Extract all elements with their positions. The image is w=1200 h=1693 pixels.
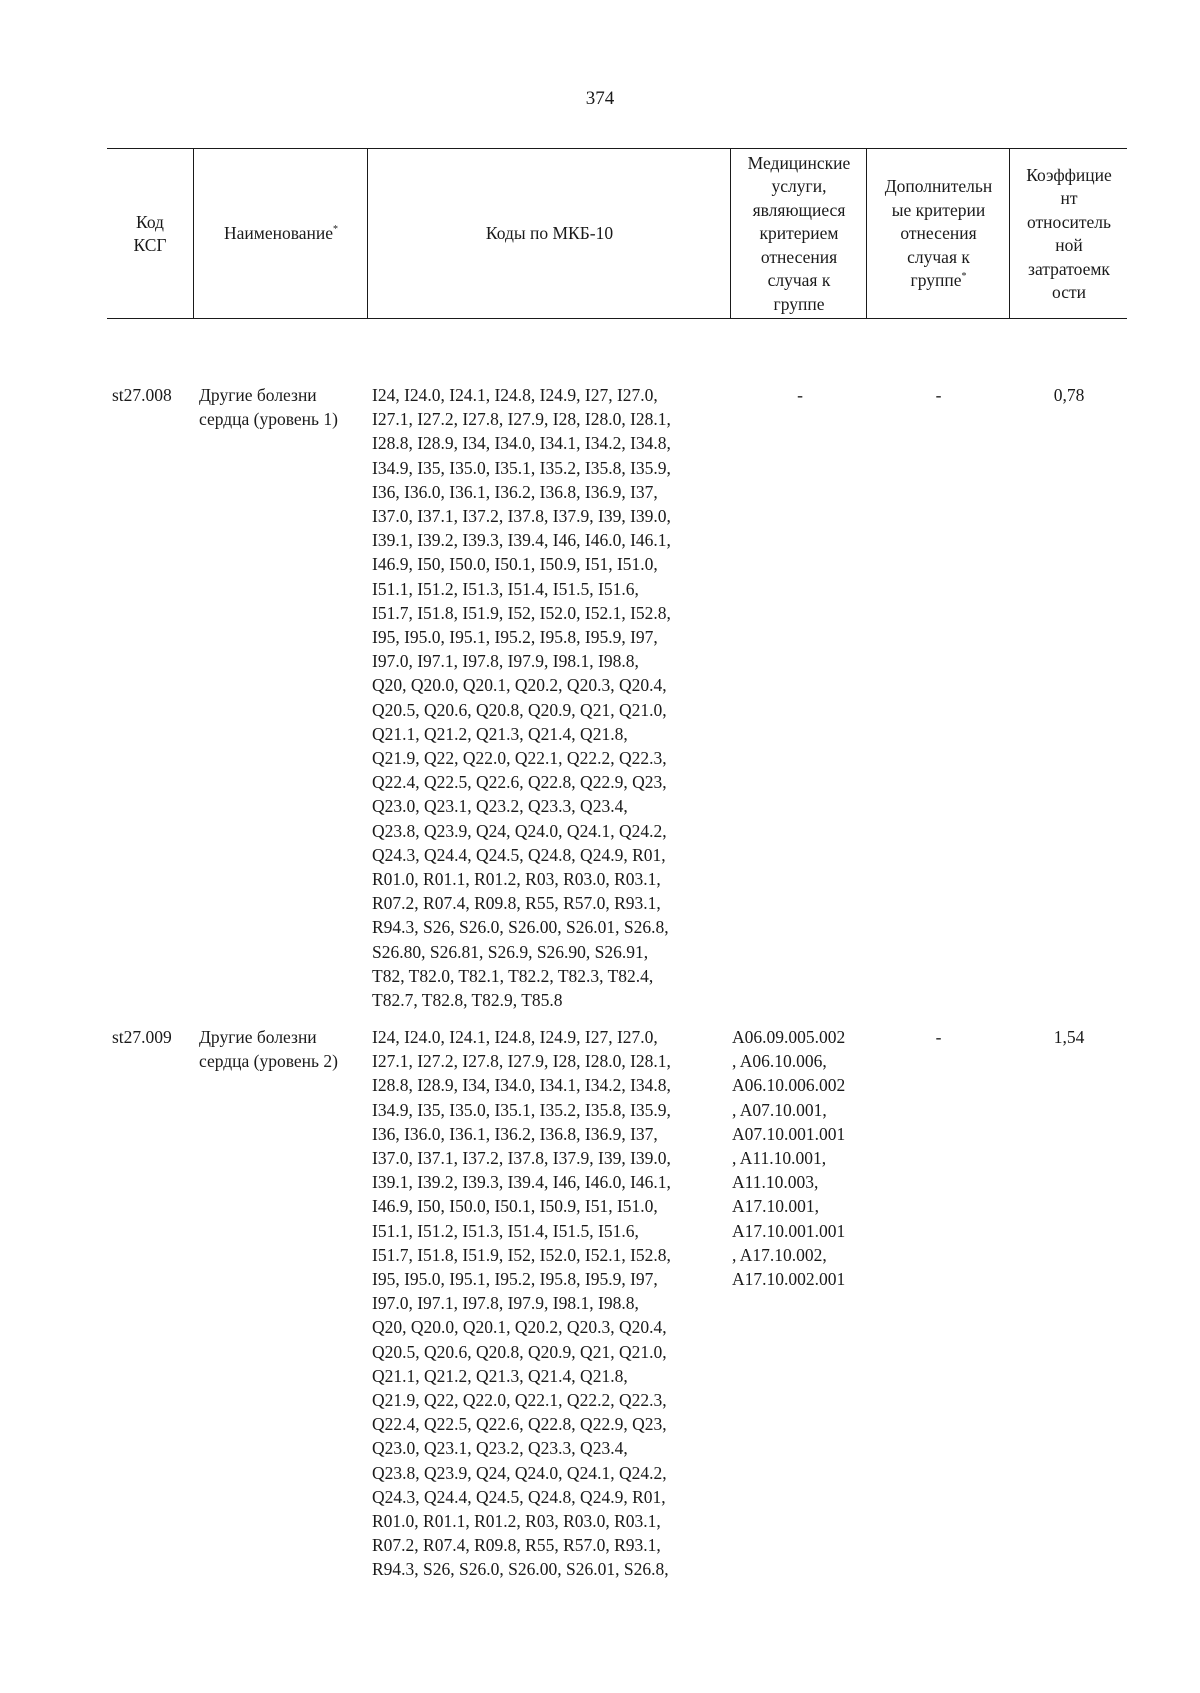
row2-criteria: - <box>935 1027 942 1047</box>
row1-coefficient: 0,78 <box>1053 385 1085 405</box>
header-services-text: Медицинские услуги, являющиеся критерием отнесения случая к группе <box>747 152 851 314</box>
row1-code: st27.008 <box>112 385 172 405</box>
header-criteria-label: Дополнительн ые критерии отнесения случая к группе <box>884 176 993 291</box>
row2-name: Другие болезни сердца (уровень 2) <box>199 1027 338 1072</box>
row1-icd-codes: I24, I24.0, I24.1, I24.8, I24.9, I27, I27.0, I27.1, I27.2, I27.8, I27.9, I28, I28.0, I28.1, I28.8, I28.9, I34, I34.0, I34.1, I34.2, I34.8, I34.9, I35, I35.0, I35.1, I35.2, I35.8, I35.9, I36, I36.0, I36.1, I36.2, I36.8, I36.9, I37, I37.0, I37.1, I37.2, I37.8, I37.9, I39, I39.0, I39.1, I39.2, I39.3, I39.4, I46, I46.0, I46.1, I46.9, I50, I50.0, I50.1, I50.9, I51, I51.0, I51.1, I51.2, I51.3, I51.4, I51.5, I51.6, I51.7, I51.8, I51.9, I52, I52.0, I52.1, I52.8, I95, I95.0, I95.1, I95.2, I95.8, I95.9, I97, I97.0, I97.1, I97.8, I97.9, I98.1, I98.8, Q20, Q20.0, Q20.1, Q20.2, Q20.3, Q20.4, Q20.5, Q20.6, Q20.8, Q20.9, Q21, Q21.0, Q21.1, Q21.2, Q21.3, Q21.4, Q21.8, Q21.9, Q22, Q22.0, Q22.1, Q22.2, Q22.3, Q22.4, Q22.5, Q22.6, Q22.8, Q22.9, Q23, Q23.0, Q23.1, Q23.2, Q23.3, Q23.4, Q23.8, Q23.9, Q24, Q24.0, Q24.1, Q24.2, Q24.3, Q24.4, Q24.5, Q24.8, Q24.9, R01, R01.0, R01.1, R01.2, R03, R03.0, R03.1, R07.2, R07.4, R09.8, R55, R57.0, R93.1, R94.3, S26, S26.0, S26.00, S26.01, S26.8, S26.80, S26.81, S26.9, S26.90, S26.91, T82, T82.0, T82.1, T82.2, T82.3, T82.4, T82.7, T82.8, T82.9, T85.8 <box>372 385 671 1011</box>
row2-icd-codes: I24, I24.0, I24.1, I24.8, I24.9, I27, I27.0, I27.1, I27.2, I27.8, I27.9, I28, I28.0, I28.1, I28.8, I28.9, I34, I34.0, I34.1, I34.2, I34.8, I34.9, I35, I35.0, I35.1, I35.2, I35.8, I35.9, I36, I36.0, I36.1, I36.2, I36.8, I36.9, I37, I37.0, I37.1, I37.2, I37.8, I37.9, I39, I39.0, I39.1, I39.2, I39.3, I39.4, I46, I46.0, I46.1, I46.9, I50, I50.0, I50.1, I50.9, I51, I51.0, I51.1, I51.2, I51.3, I51.4, I51.5, I51.6, I51.7, I51.8, I51.9, I52, I52.0, I52.1, I52.8, I95, I95.0, I95.1, I95.2, I95.8, I95.9, I97, I97.0, I97.1, I97.8, I97.9, I98.1, I98.8, Q20, Q20.0, Q20.1, Q20.2, Q20.3, Q20.4, Q20.5, Q20.6, Q20.8, Q20.9, Q21, Q21.0, Q21.1, Q21.2, Q21.3, Q21.4, Q21.8, Q21.9, Q22, Q22.0, Q22.1, Q22.2, Q22.3, Q22.4, Q22.5, Q22.6, Q22.8, Q22.9, Q23, Q23.0, Q23.1, Q23.2, Q23.3, Q23.4, Q23.8, Q23.9, Q24, Q24.0, Q24.1, Q24.2, Q24.3, Q24.4, Q24.5, Q24.8, Q24.9, R01, R01.0, R01.1, R01.2, R03, R03.0, R03.1, R07.2, R07.4, R09.8, R55, R57.0, R93.1, R94.3, S26, S26.0, S26.00, S26.01, S26.8, <box>372 1027 671 1580</box>
row2-coefficient: 1,54 <box>1053 1027 1085 1047</box>
header-divider <box>367 148 368 319</box>
header-divider <box>193 148 194 319</box>
header-name-text <box>224 222 338 246</box>
header-icd-text: Коды по МКБ-10 <box>485 223 614 244</box>
table-top-rule <box>107 148 1127 149</box>
row1-name: Другие болезни сердца (уровень 1) <box>199 385 338 430</box>
row1-services: - <box>797 385 803 405</box>
header-coefficient-text: Коэффицие нт относитель ной затратоемк ости <box>1026 164 1112 302</box>
row2-code: st27.009 <box>112 1027 172 1047</box>
header-divider <box>866 148 867 319</box>
header-coefficient <box>1011 150 1127 318</box>
header-name-mark: * <box>333 224 339 236</box>
header-criteria-text <box>885 175 993 293</box>
header-criteria-mark: * <box>961 271 967 283</box>
row1-criteria: - <box>935 385 942 405</box>
page-number: 374 <box>585 88 615 109</box>
header-criteria <box>868 150 1009 318</box>
header-divider <box>730 148 731 319</box>
header-name-label: Наименование <box>223 223 334 244</box>
header-divider <box>1009 148 1010 319</box>
header-services <box>732 150 866 318</box>
header-code <box>107 150 193 318</box>
row2-services: A06.09.005.002 , A06.10.006, A06.10.006.002 , A07.10.001, A07.10.001.001 , A11.10.001, A11.10.003, A17.10.001, A17.10.001.001 , A17.10.002, A17.10.002.001 <box>732 1027 846 1290</box>
header-icd <box>369 150 730 318</box>
header-bottom-rule <box>107 318 1127 319</box>
header-name <box>195 150 367 318</box>
header-code-text: Код КСГ <box>133 211 167 255</box>
